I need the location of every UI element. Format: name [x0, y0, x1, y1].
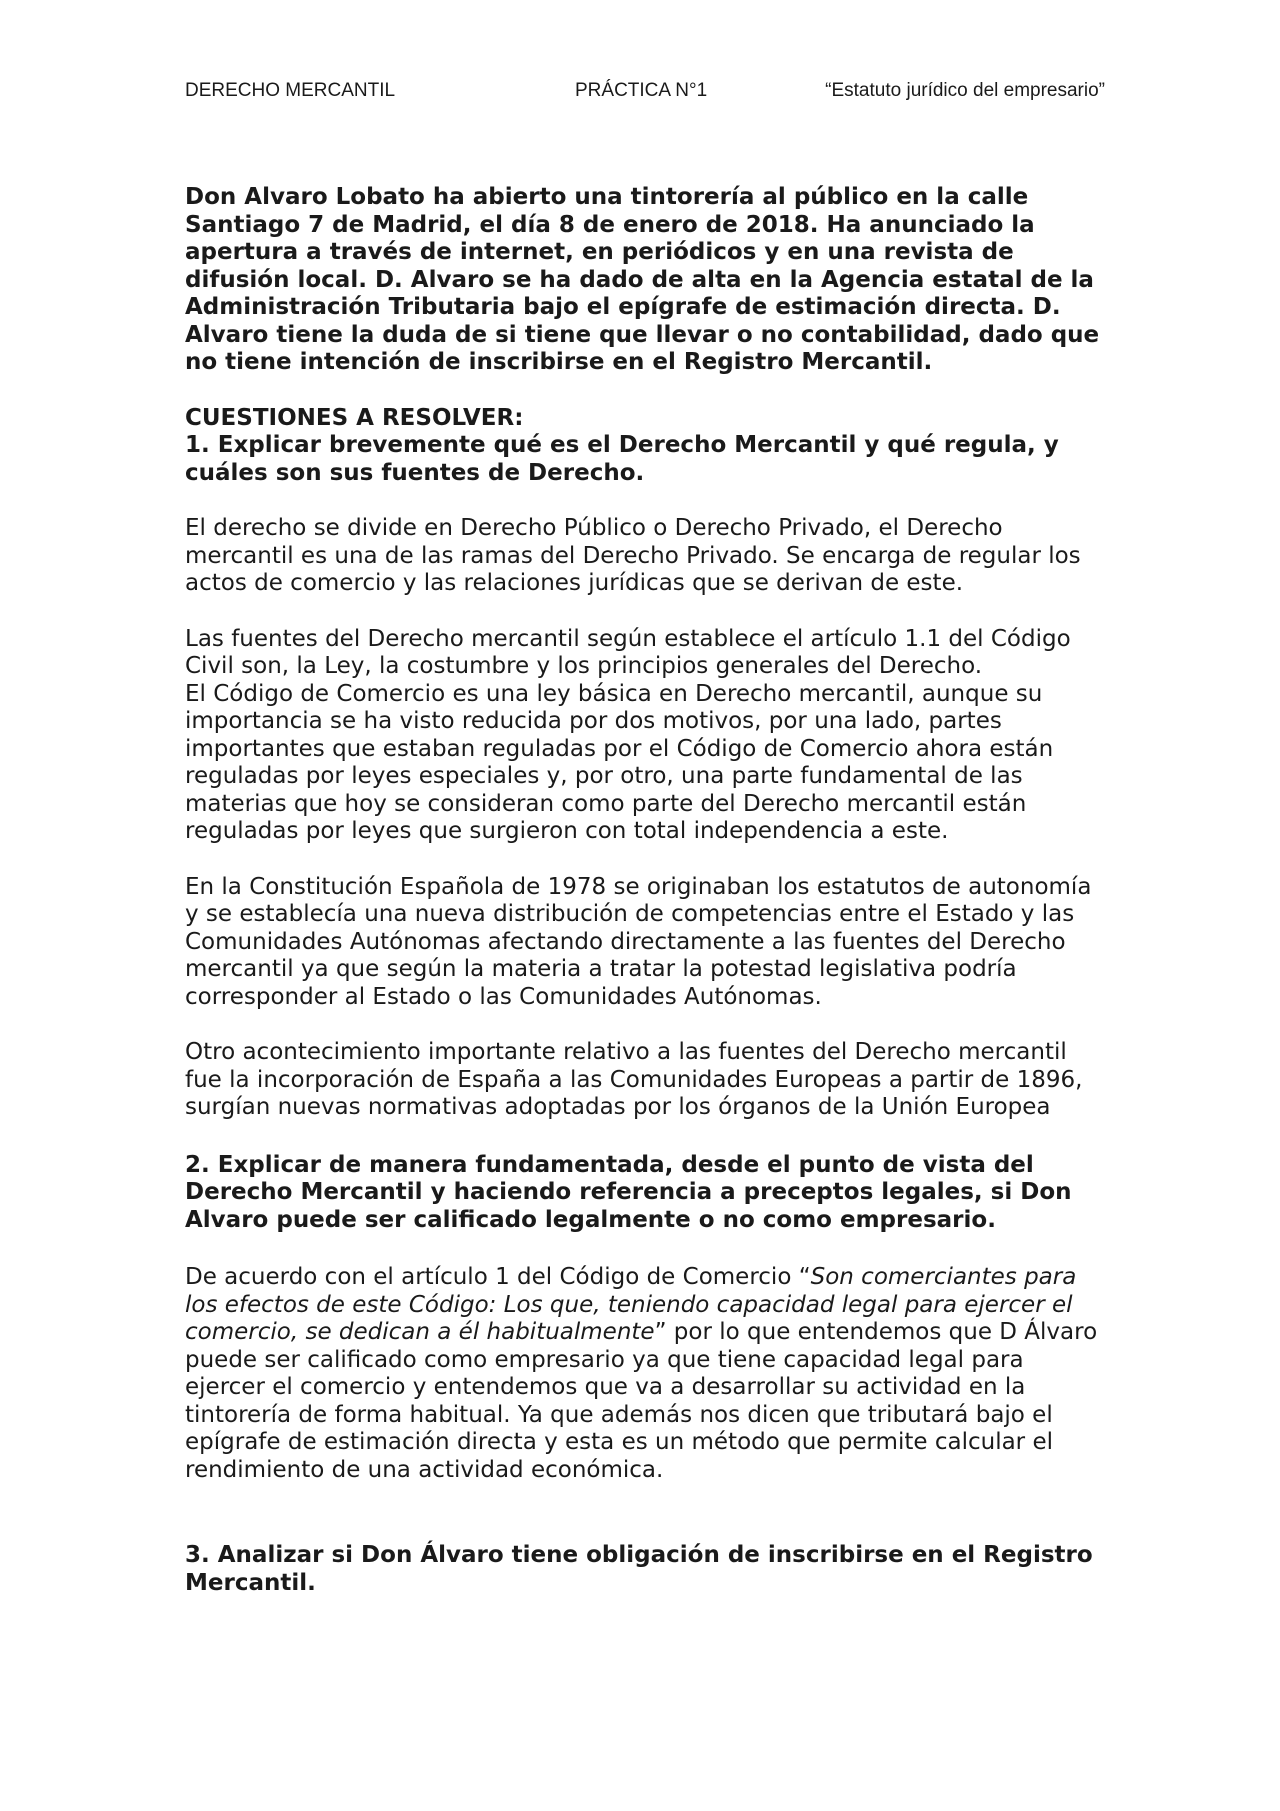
answer-1-paragraph-3: En la Constitución Española de 1978 se originaban los estatutos de autonomía y se establecía una nueva distribución de competencias entre el Estado y las Comunidades Autónomas afectando directamente a las fuentes del Derecho mercantil ya que según la materia a tratar la potestad legislativa podría corresponder al Estado o las Comunidades Autónomas. [185, 873, 1092, 1010]
header-topic: “Estatuto jurídico del empresario” [825, 80, 1105, 101]
answer-2-rest: ” por lo que entendemos que D Álvaro puede ser calificado como empresario ya que tiene capacidad legal para ejercer el comercio y entendemos que va a desarrollar su actividad en la tintorería de forma habitual. Ya que además nos dicen que tributará bajo el epígrafe de estimación directa y esta es un método que permite calcular el rendimiento de una actividad económica. [185, 1319, 1098, 1483]
answer-2-quote: Son comerciantes para los efectos de este Código: Los que, teniendo capacidad legal para ejercer el comercio, se dedican a él habitualmente [185, 1264, 1077, 1345]
page-header [185, 80, 1105, 106]
answer-1-paragraph-4: Otro acontecimiento importante relativo a las fuentes del Derecho mercantil fue la incorporación de España a las Comunidades Europeas a partir de 1896, surgían nuevas normativas adoptadas por los órganos de la Unión Europea [185, 1039, 1083, 1120]
questions-heading: CUESTIONES A RESOLVER: [185, 404, 524, 431]
answer-1-paragraph-2a: Las fuentes del Derecho mercantil según establece el artículo 1.1 del Código Civil son, la Ley, la costumbre y los principios generales del Derecho. [185, 625, 1071, 679]
header-practice: PRÁCTICA N°1 [575, 80, 708, 101]
question-2-title: 2. Explicar de manera fundamentada, desde el punto de vista del Derecho Mercantil y haciendo referencia a preceptos legales, si Don Alvaro puede ser calificado legalmente o no como empresario. [185, 1151, 1072, 1233]
answer-2-paragraph [185, 1264, 1105, 1484]
header-course: DERECHO MERCANTIL [185, 80, 396, 101]
question-3-title: 3. Analizar si Don Álvaro tiene obligación de inscribirse en el Registro Mercantil. [185, 1542, 1093, 1596]
answer-1-paragraph-2b: El Código de Comercio es una ley básica en Derecho mercantil, aunque su importancia se ha visto reducida por dos motivos, por una lado, partes importantes que estaban reguladas por el Código de Comercio ahora están reguladas por leyes especiales y, por otro, una parte fundamental de las materias que hoy se consideran como parte del Derecho mercantil están reguladas por leyes que surgieron con total independencia a este. [185, 680, 1054, 844]
answer-2-lead: De acuerdo con el artículo 1 del Código de Comercio “ [185, 1264, 811, 1290]
question-1-title: 1. Explicar brevemente qué es el Derecho Mercantil y qué regula, y cuáles son sus fuentes de Derecho. [185, 432, 1059, 486]
document-body [185, 184, 1105, 1597]
answer-1-paragraph-1: El derecho se divide en Derecho Público o Derecho Privado, el Derecho mercantil es una de las ramas del Derecho Privado. Se encarga de regular los actos de comercio y las relaciones jurídicas que se derivan de este. [185, 515, 1081, 596]
case-statement: Don Alvaro Lobato ha abierto una tintorería al público en la calle Santiago 7 de Madrid, el día 8 de enero de 2018. Ha anunciado la apertura a través de internet, en periódicos y en una revista de difusión local. D. Alvaro se ha dado de alta en la Agencia estatal de la Administración Tributaria bajo el epígrafe de estimación directa. D. Alvaro tiene la duda de si tiene que llevar o no contabilidad, dado que no tiene intención de inscribirse en el Registro Mercantil. [185, 184, 1100, 375]
